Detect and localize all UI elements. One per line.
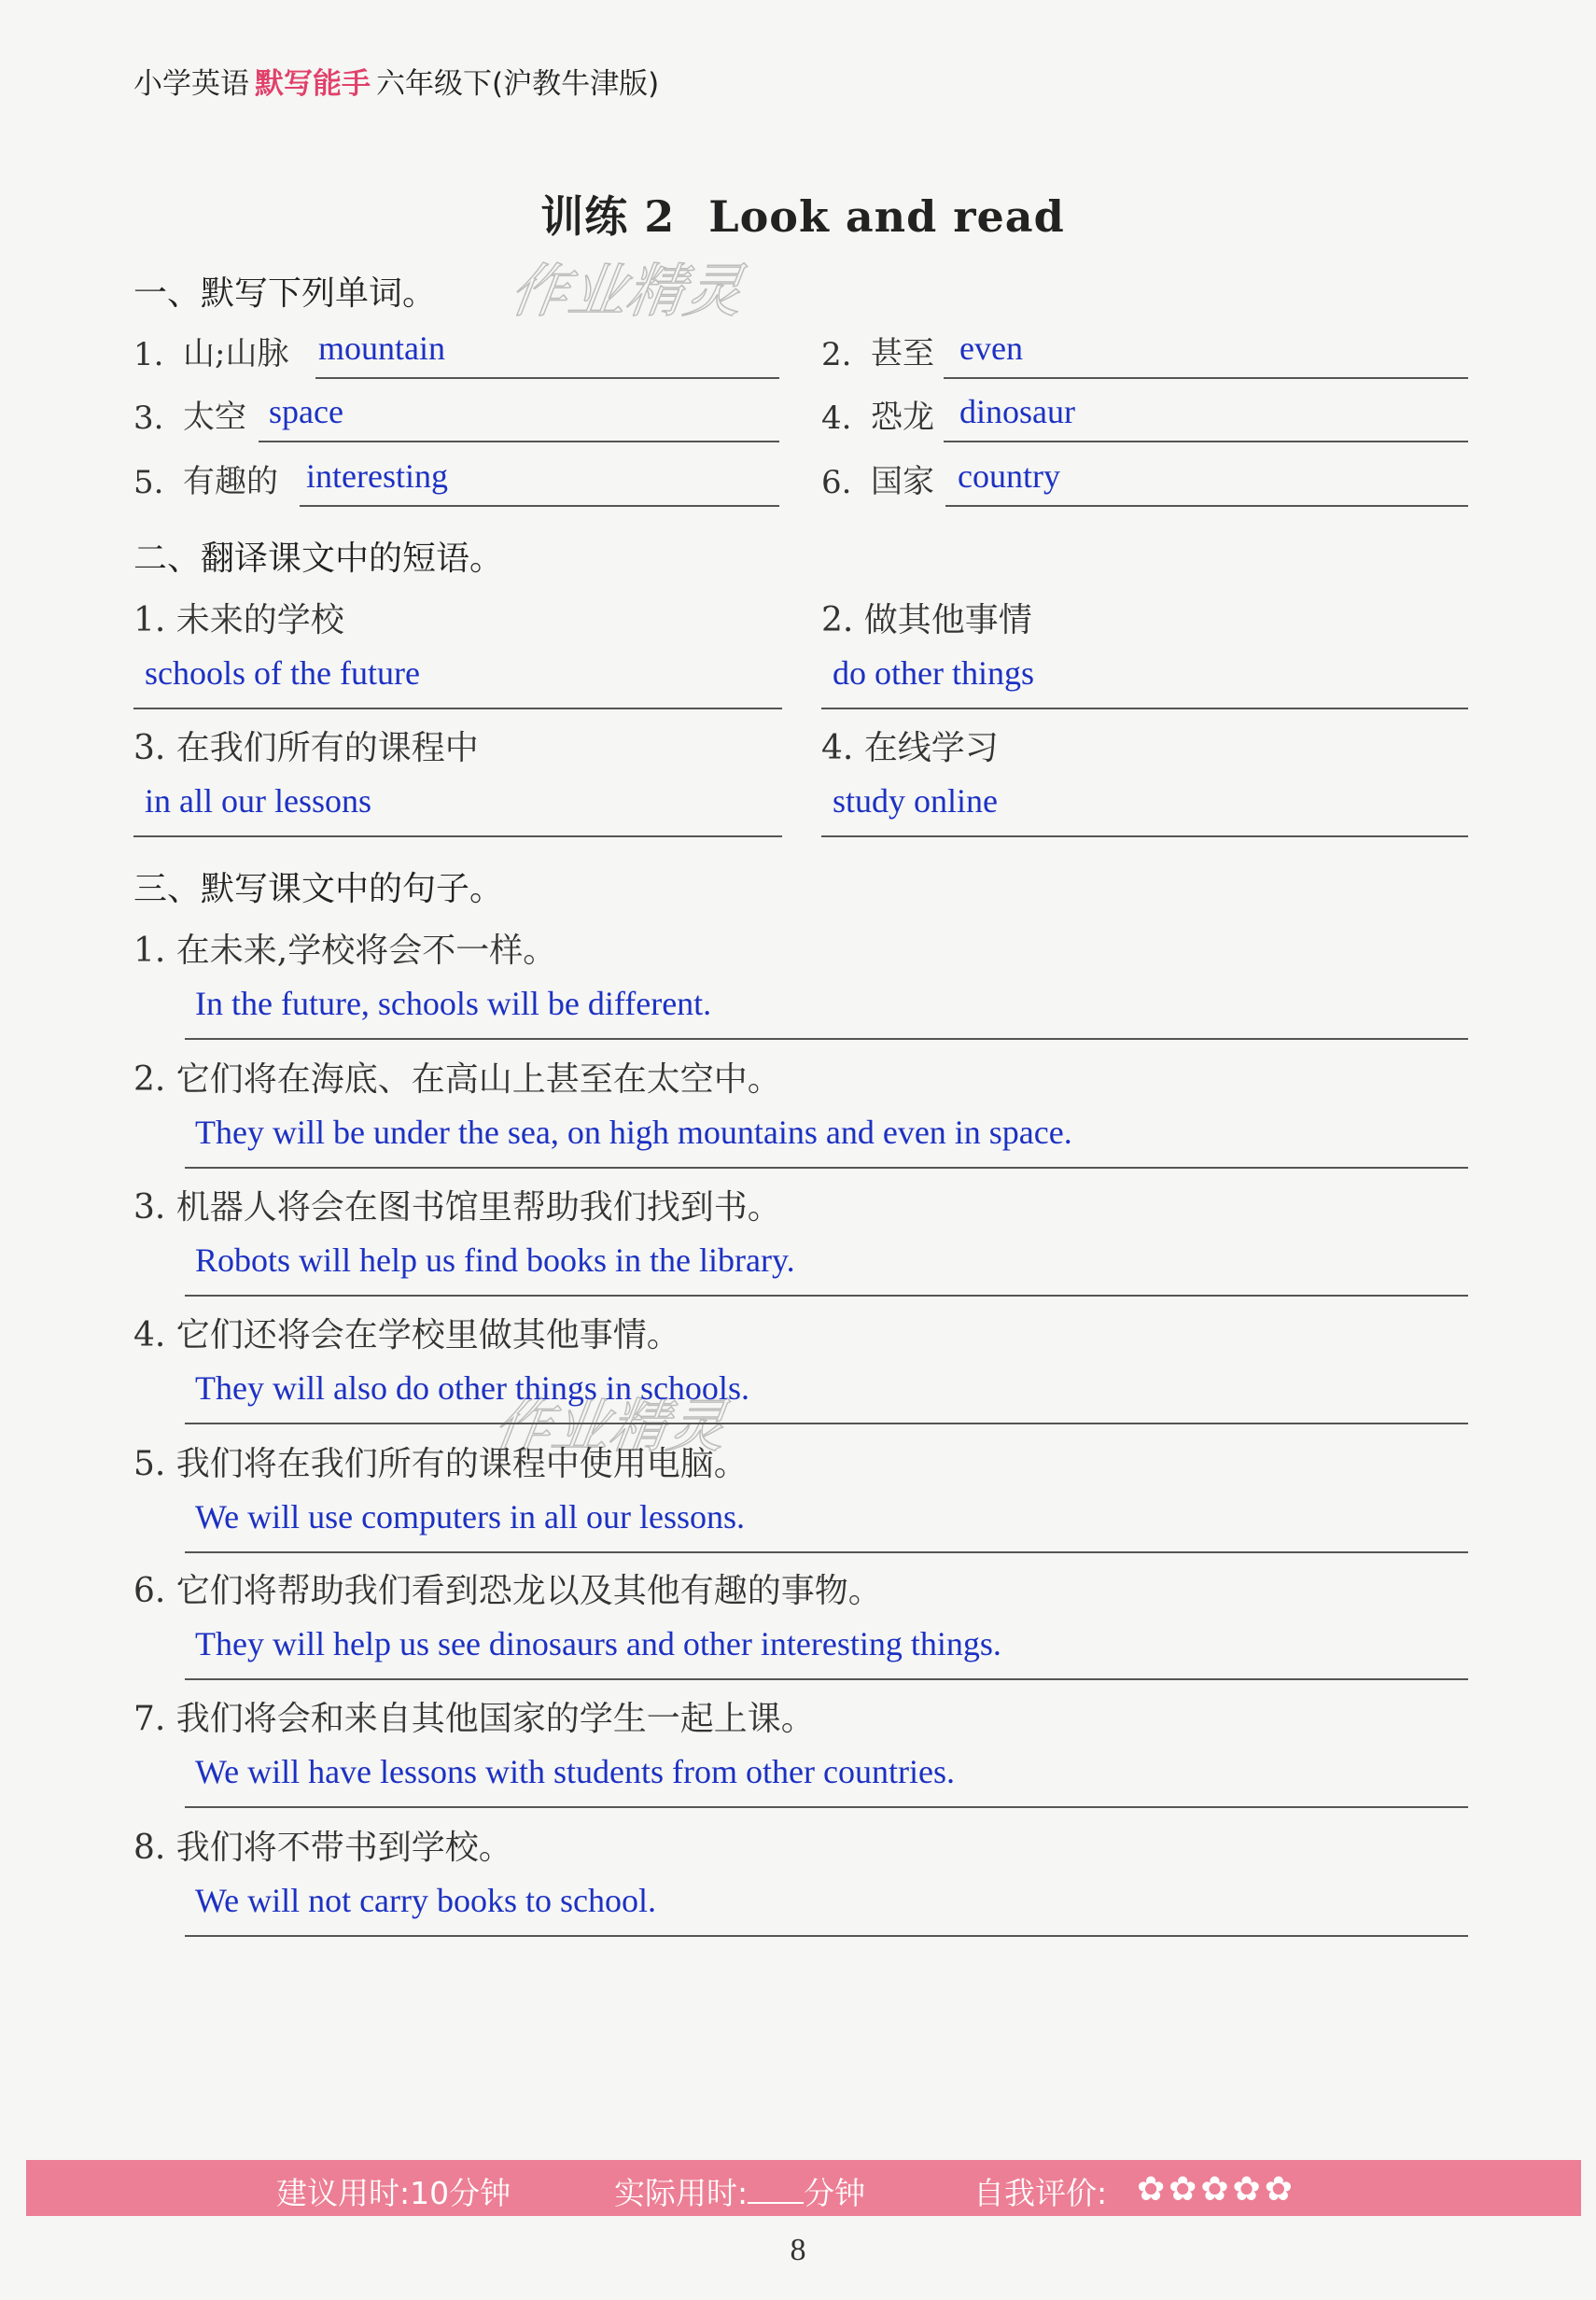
answer-line [944, 441, 1468, 442]
sentence-item [133, 1438, 1468, 1564]
answer-line [300, 505, 779, 507]
sentence-item [133, 1821, 1468, 1948]
item-number: 5. [133, 464, 164, 501]
word-answer[interactable]: space [269, 393, 343, 430]
word-item [133, 385, 779, 442]
word-item [821, 449, 1468, 507]
word-answer[interactable]: mountain [318, 330, 445, 367]
sentence-item [133, 1181, 1468, 1308]
sentence-answer[interactable]: We will have lessons with students from other countries. [195, 1753, 955, 1790]
self-rating-stars [1137, 2171, 1296, 2208]
phrase-question: 4. 在线学习 [821, 729, 999, 767]
watermark: 作业精灵 [506, 257, 748, 325]
word-item [133, 449, 779, 507]
header-prefix: 小学英语 [133, 67, 249, 101]
actual-time-unit: 分钟 [804, 2175, 866, 2211]
sentence-item [133, 1053, 1468, 1180]
sentence-question: 6. 它们将帮助我们看到恐龙以及其他有趣的事物。 [133, 1572, 882, 1610]
answer-line [821, 835, 1468, 837]
phrase-question: 2. 做其他事情 [821, 601, 1032, 639]
item-number: 4. [821, 400, 852, 437]
section-heading: 一、默写下列单词。 [133, 274, 437, 313]
phrase-question: 1. 未来的学校 [133, 601, 344, 639]
word-item [821, 385, 1468, 442]
footer-bar [26, 2160, 1581, 2216]
sentence-question: 3. 机器人将会在图书馆里帮助我们找到书。 [133, 1188, 781, 1227]
answer-line [821, 708, 1468, 709]
word-chinese: 山;山脉 [183, 335, 289, 372]
actual-time [614, 2169, 865, 2213]
answer-line [259, 441, 779, 442]
page-header [133, 60, 659, 102]
page-title [0, 183, 1596, 245]
item-number: 1. [133, 336, 164, 373]
answer-line [185, 1935, 1468, 1937]
answer-line [185, 1423, 1468, 1424]
answer-line [185, 1678, 1468, 1680]
sentence-question: 7. 我们将会和来自其他国家的学生一起上课。 [133, 1700, 815, 1738]
item-number: 3. [133, 400, 164, 437]
answer-line [185, 1295, 1468, 1297]
page-number: 8 [790, 2233, 806, 2267]
item-number: 6. [821, 464, 852, 501]
flower-star-icon[interactable]: ✿ [1169, 2170, 1197, 2209]
sentence-answer[interactable]: We will not carry books to school. [195, 1882, 657, 1919]
phrase-question: 3. 在我们所有的课程中 [133, 729, 479, 767]
word-answer[interactable]: interesting [306, 457, 448, 495]
flower-star-icon[interactable]: ✿ [1137, 2170, 1166, 2209]
phrase-item [821, 722, 1468, 848]
word-chinese: 恐龙 [871, 399, 934, 436]
phrase-answer[interactable]: study online [833, 782, 998, 820]
header-brand: 默写能手 [255, 67, 371, 101]
phrase-answer[interactable]: in all our lessons [145, 782, 371, 820]
sentence-answer[interactable]: They will help us see dinosaurs and other interesting things. [195, 1625, 1001, 1662]
item-number: 2. [821, 336, 852, 373]
word-answer[interactable]: country [958, 457, 1060, 495]
answer-line [315, 377, 779, 379]
flower-star-icon[interactable]: ✿ [1232, 2170, 1261, 2209]
section-heading: 二、翻译课文中的短语。 [133, 540, 504, 578]
word-chinese: 甚至 [871, 335, 934, 372]
phrase-item [821, 594, 1468, 721]
flower-star-icon[interactable]: ✿ [1264, 2170, 1293, 2209]
answer-line [133, 708, 782, 709]
word-item [821, 321, 1468, 379]
sentence-question: 4. 它们还将会在学校里做其他事情。 [133, 1316, 680, 1354]
sentence-item [133, 924, 1468, 1051]
section-heading: 三、默写课文中的句子。 [133, 870, 504, 908]
title-number: 训练 2 [540, 191, 676, 242]
sentence-item [133, 1564, 1468, 1691]
word-answer[interactable]: even [959, 330, 1023, 367]
sentence-question: 2. 它们将在海底、在高山上甚至在太空中。 [133, 1060, 781, 1099]
word-item [133, 321, 779, 379]
answer-line [185, 1806, 1468, 1808]
header-suffix: 六年级下(沪教牛津版) [376, 67, 660, 101]
answer-line [185, 1038, 1468, 1040]
answer-line [944, 377, 1468, 379]
answer-line [185, 1167, 1468, 1169]
word-answer[interactable]: dinosaur [959, 393, 1075, 430]
sentence-item [133, 1309, 1468, 1436]
phrase-answer[interactable]: do other things [833, 654, 1034, 692]
sentence-answer[interactable]: They will also do other things in schools. [195, 1369, 749, 1407]
sentence-answer[interactable]: In the future, schools will be different. [195, 985, 712, 1022]
self-rating-label: 自我评价: [973, 2175, 1108, 2211]
answer-line [185, 1551, 1468, 1553]
word-chinese: 国家 [871, 463, 934, 500]
watermark: 作业精灵 [489, 1392, 731, 1460]
word-chinese: 太空 [183, 399, 246, 436]
phrase-item [133, 594, 782, 721]
phrase-item [133, 722, 782, 848]
answer-line [133, 835, 782, 837]
actual-time-label: 实际用时: [614, 2175, 749, 2211]
answer-line [945, 505, 1468, 507]
sentence-answer[interactable]: Robots will help us find books in the library. [195, 1241, 795, 1279]
word-chinese: 有趣的 [183, 463, 278, 500]
sentence-question: 8. 我们将不带书到学校。 [133, 1829, 512, 1867]
title-text: Look and read [708, 191, 1065, 242]
sentence-answer[interactable]: They will be under the sea, on high mountains and even in space. [195, 1114, 1072, 1151]
suggested-time: 建议用时:10分钟 [276, 2175, 511, 2211]
actual-time-blank[interactable] [748, 2180, 804, 2204]
sentence-item [133, 1692, 1468, 1819]
flower-star-icon[interactable]: ✿ [1200, 2170, 1229, 2209]
sentence-question: 1. 在未来,学校将会不一样。 [133, 932, 557, 970]
sentence-answer[interactable]: We will use computers in all our lessons. [195, 1498, 746, 1536]
sentence-question: 5. 我们将在我们所有的课程中使用电脑。 [133, 1445, 748, 1483]
phrase-answer[interactable]: schools of the future [145, 654, 420, 692]
